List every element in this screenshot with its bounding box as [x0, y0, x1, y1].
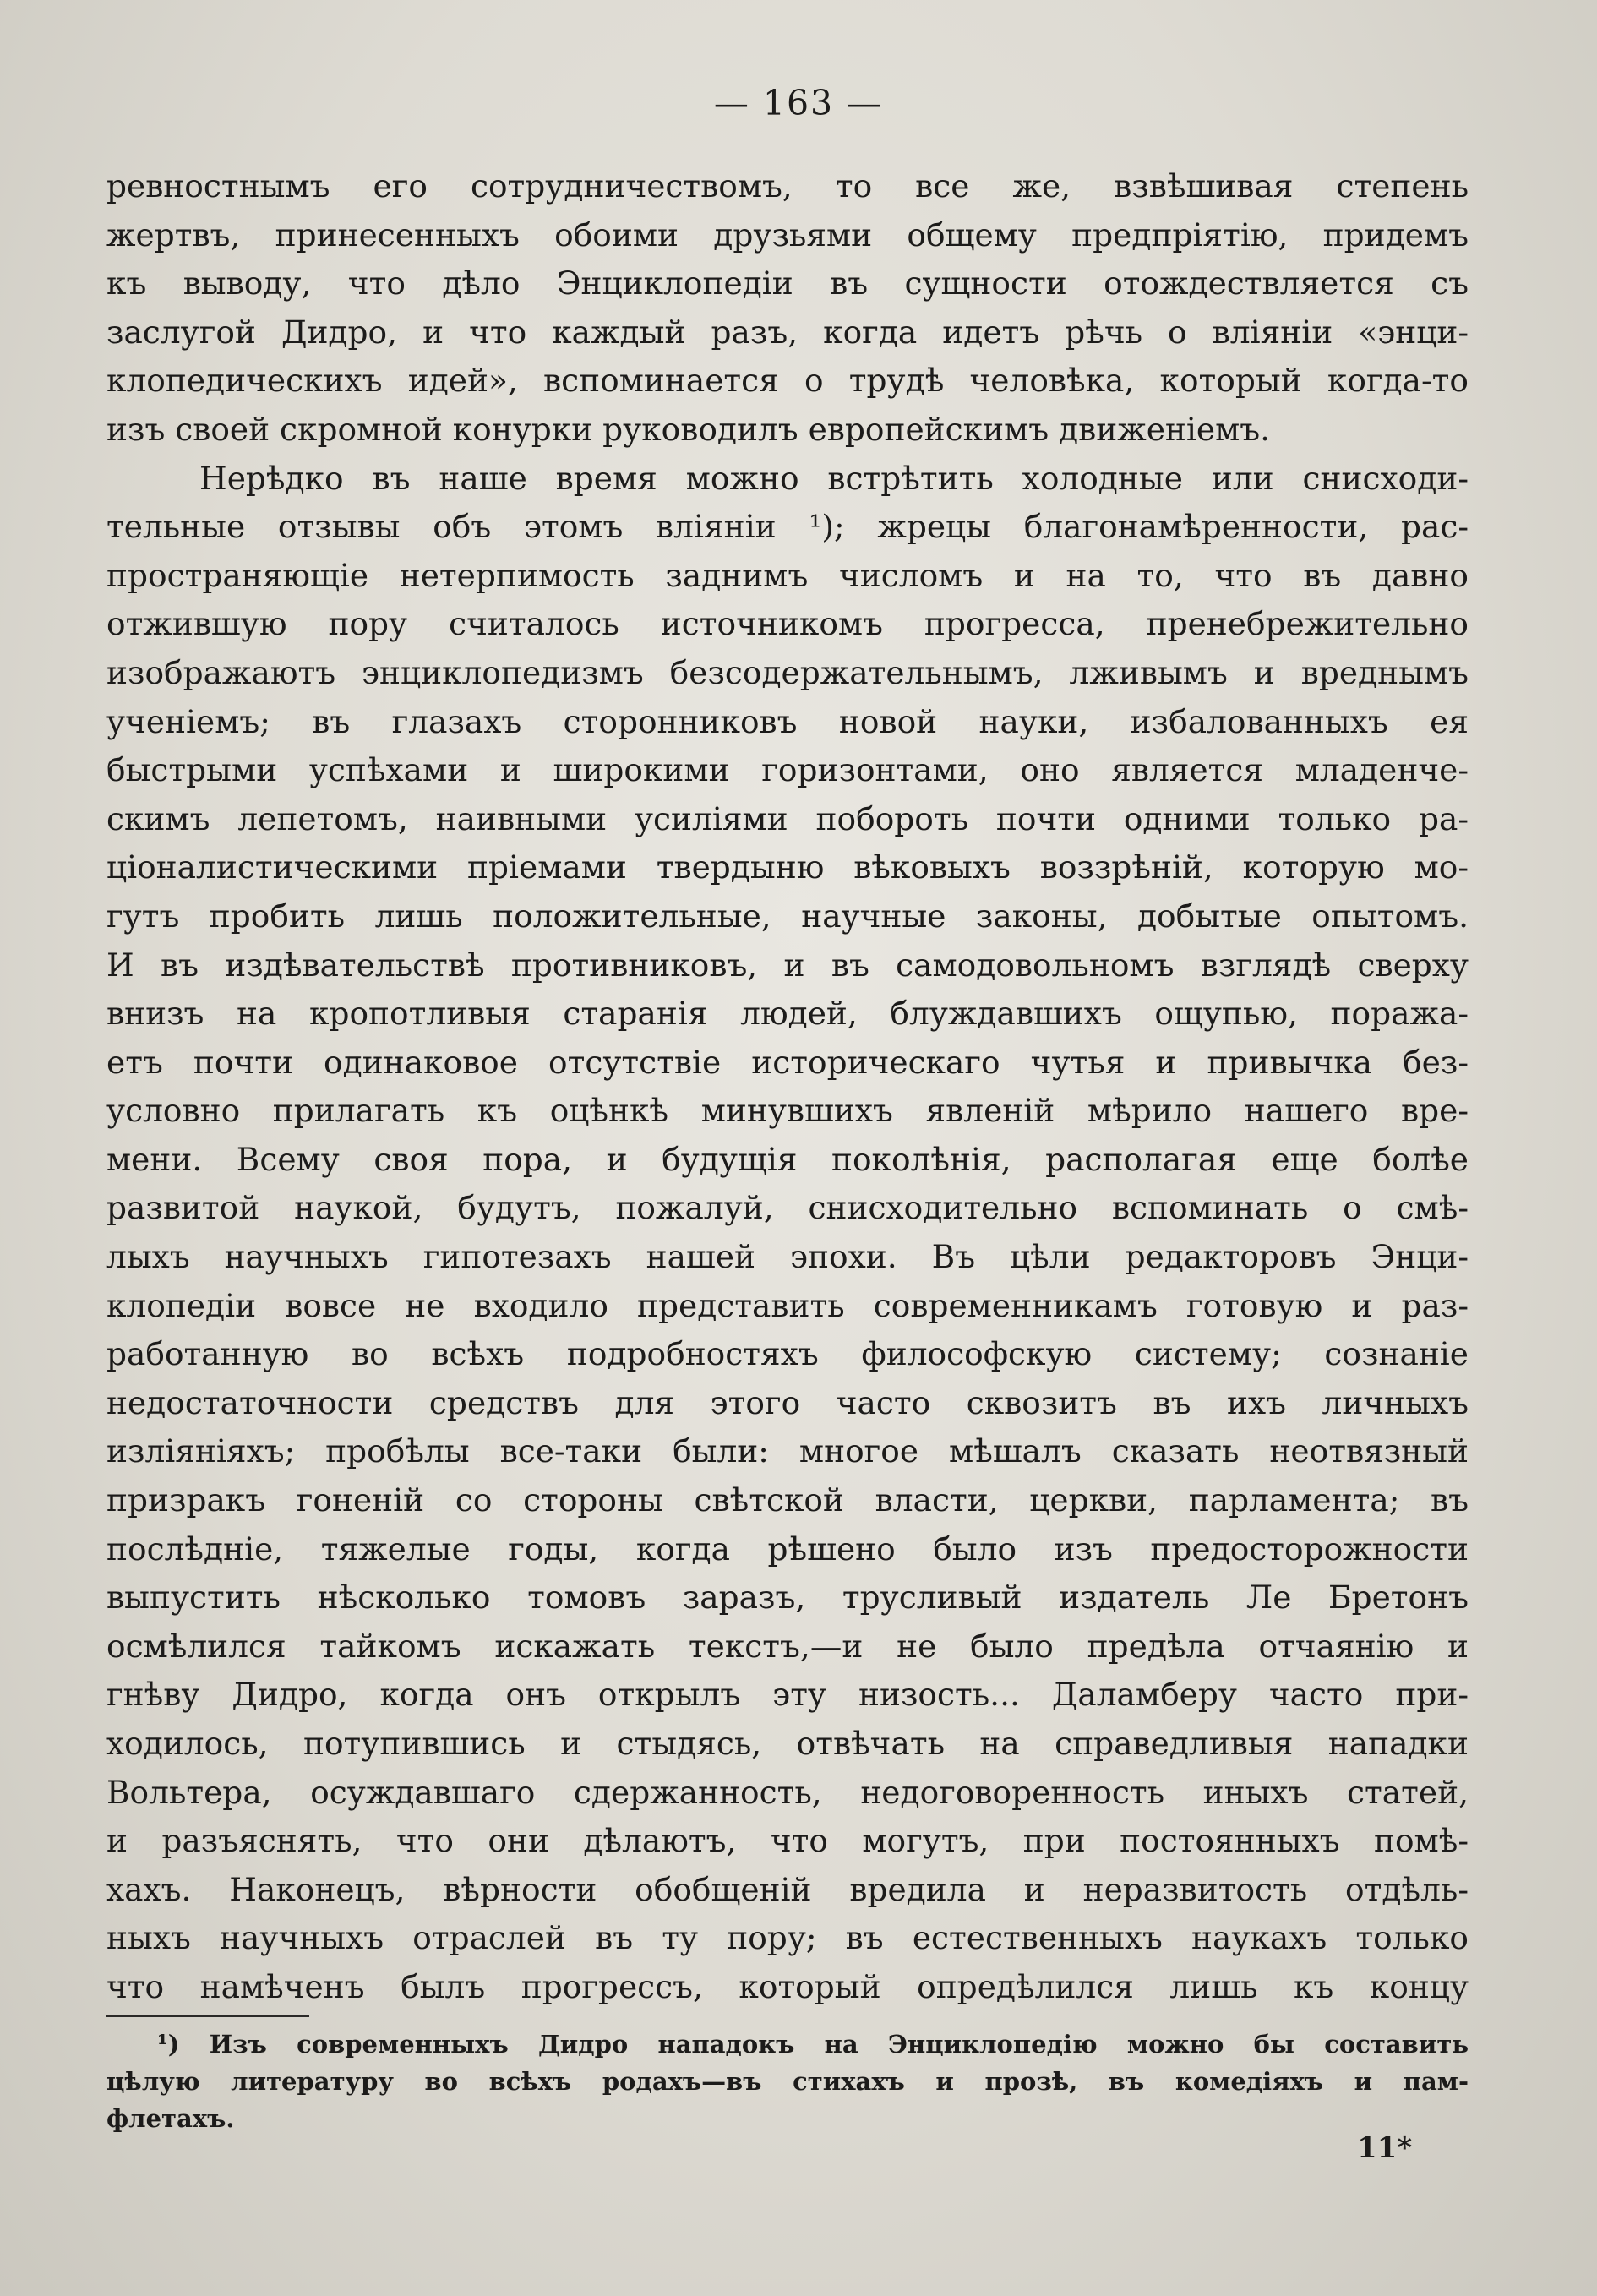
text-line: выпустить нѣсколько томовъ заразъ, трусливый издатель Ле Бретонъ — [106, 1579, 1469, 1617]
text-line: гутъ пробить лишь положительные, научные законы, добытые опытомъ. — [106, 897, 1469, 935]
text-line: хахъ. Наконецъ, вѣрности обобщеній вредила и неразвитость отдѣль- — [106, 1870, 1469, 1908]
text-line: осмѣлился тайкомъ искажать текстъ,—и не было предѣла отчаянію и — [106, 1627, 1469, 1665]
text-line: пространяющіе нетерпимость заднимъ числомъ и на то, что въ давно — [106, 556, 1469, 594]
text-line: жертвъ, принесенныхъ обоими друзьями общему предпріятію, придемъ — [106, 215, 1469, 254]
text-line: тельные отзывы объ этомъ вліяніи ¹); жрецы благонамѣренности, рас- — [106, 508, 1469, 546]
text-line: гнѣву Дидро, когда онъ открылъ эту низость... Даламберу часто при- — [106, 1676, 1469, 1714]
footnote-line: ¹) Изъ современныхъ Дидро нападокъ на Энциклопедію можно бы составить — [157, 2030, 1469, 2059]
text-line: внизъ на кропотливыя старанія людей, блуждавшихъ ощупью, поража- — [106, 995, 1469, 1033]
footnote-line: цѣлую литературу во всѣхъ родахъ—въ стихахъ и прозѣ, въ комедіяхъ и пам- — [106, 2067, 1469, 2096]
text-line: ходилось, потупившись и стыдясь, отвѣчать на справедливыя нападки — [106, 1725, 1469, 1762]
text-line: ревностнымъ его сотрудничествомъ, то все же, взвѣшивая степень — [106, 167, 1469, 205]
text-line: ученіемъ; въ глазахъ сторонниковъ новой науки, избалованныхъ ея — [106, 702, 1469, 740]
text-line: условно прилагать къ оцѣнкѣ минувшихъ явленій мѣрило нашего вре- — [106, 1092, 1469, 1130]
text-line: ціоналистическими пріемами твердыню вѣковыхъ воззрѣній, которую мо- — [106, 848, 1469, 886]
paragraph-first-line: Нерѣдко въ наше время можно встрѣтить холодные или снисходи- — [199, 459, 1469, 497]
text-line: недостаточности средствъ для этого часто сквозитъ въ ихъ личныхъ — [106, 1383, 1469, 1421]
footnote-line: флетахъ. — [106, 2104, 235, 2133]
page-number: — 163 — — [713, 83, 884, 123]
text-line: отжившую пору считалось источникомъ прогресса, пренебрежительно — [106, 605, 1469, 643]
signature-mark: 11* — [1357, 2131, 1413, 2165]
text-line: что намѣченъ былъ прогрессъ, который опредѣлился лишь къ концу — [106, 1967, 1469, 2005]
text-line: призракъ гоненій со стороны свѣтской власти, церкви, парламента; въ — [106, 1481, 1469, 1519]
text-line: лыхъ научныхъ гипотезахъ нашей эпохи. Въ цѣли редакторовъ Энци- — [106, 1238, 1469, 1276]
text-line: скимъ лепетомъ, наивными усиліями побороть почти одними только ра- — [106, 799, 1469, 837]
text-line: клопедіи вовсе не входило представить современникамъ готовую и раз- — [106, 1286, 1469, 1324]
text-line: И въ издѣвательствѣ противниковъ, и въ самодовольномъ взглядѣ сверху — [106, 946, 1469, 984]
text-line: быстрыми успѣхами и широкими горизонтами, оно является младенче- — [106, 751, 1469, 789]
footnote-divider — [106, 2015, 309, 2017]
text-line: послѣдніе, тяжелые годы, когда рѣшено было изъ предосторожности — [106, 1530, 1469, 1568]
text-line: Вольтера, осуждавшаго сдержанность, недоговоренность иныхъ статей, — [106, 1773, 1469, 1811]
text-line: ныхъ научныхъ отраслей въ ту пору; въ естественныхъ наукахъ только — [106, 1919, 1469, 1957]
text-line: работанную во всѣхъ подробностяхъ философскую систему; сознаніе — [106, 1335, 1469, 1373]
text-line: клопедическихъ идей», вспоминается о трудѣ человѣка, который когда-то — [106, 362, 1469, 400]
text-line: мени. Всему своя пора, и будущія поколѣнія, располагая еще болѣе — [106, 1140, 1469, 1178]
text-line: етъ почти одинаковое отсутствіе историческаго чутья и привычка без- — [106, 1043, 1469, 1081]
text-line: заслугой Дидро, и что каждый разъ, когда идетъ рѣчь о вліяніи «энци- — [106, 313, 1469, 351]
text-line: изображаютъ энциклопедизмъ безсодержательнымъ, лживымъ и вреднымъ — [106, 653, 1469, 691]
text-line: къ выводу, что дѣло Энциклопедіи въ сущности отождествляется съ — [106, 265, 1469, 303]
text-line: изъ своей скромной конурки руководилъ европейскимъ движеніемъ. — [106, 410, 1271, 448]
body-text — [106, 162, 1469, 2012]
footnote — [106, 2026, 1469, 2137]
text-line: изліяніяхъ; пробѣлы все-таки были: многое мѣшалъ сказать неотвязный — [106, 1432, 1469, 1470]
text-line: и разъяснять, что они дѣлаютъ, что могутъ, при постоянныхъ помѣ- — [106, 1822, 1469, 1860]
text-line: развитой наукой, будутъ, пожалуй, снисходительно вспоминать о смѣ- — [106, 1189, 1469, 1227]
